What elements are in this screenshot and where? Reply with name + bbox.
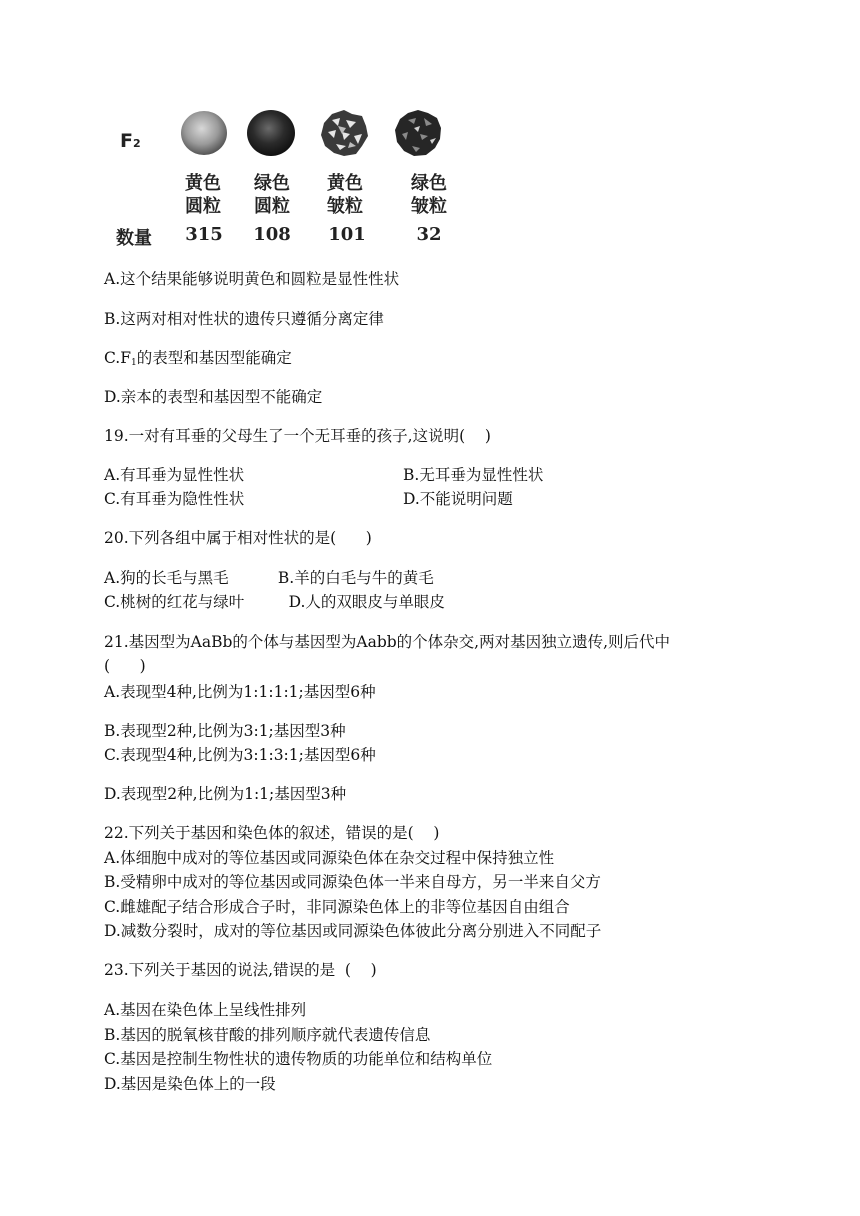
q19-stem: 19.一对有耳垂的父母生了一个无耳垂的孩子,这说明( ) — [104, 427, 491, 445]
q18-option-b: B.这两对相对性状的遗传只遵循分离定律 — [104, 310, 384, 328]
q22-option-b: B.受精卵中成对的等位基因或同源染色体一半来自母方，另一半来自父方 — [104, 873, 601, 891]
q21-option-c: C.表现型4种,比例为3:1:3:1;基因型6种 — [104, 746, 376, 764]
q23-option-c: C.基因是控制生物性状的遗传物质的功能单位和结构单位 — [104, 1050, 493, 1068]
q22-option-a: A.体细胞中成对的等位基因或同源染色体在杂交过程中保持独立性 — [104, 849, 555, 867]
q22-option-c: C.雌雄配子结合形成合子时，非同源染色体上的非等位基因自由组合 — [104, 898, 570, 916]
q18-option-a: A.这个结果能够说明黄色和圆粒是显性性状 — [104, 270, 400, 288]
trait-label-4: 绿色 皱粒 — [411, 173, 447, 217]
q22-option-d: D.减数分裂时，成对的等位基因或同源染色体彼此分离分别进入不同配子 — [104, 922, 602, 940]
q19-option-a: A.有耳垂为显性性状 — [104, 466, 245, 484]
generation-label: F2 — [120, 130, 141, 152]
q18-option-c: $C.F_1$的表型和基因型能确定 — [104, 349, 292, 368]
q21-option-a: A.表现型4种,比例为1:1:1:1;基因型6种 — [104, 683, 376, 701]
q23-option-a: A.基因在染色体上呈线性排列 — [104, 1001, 307, 1019]
wrinkled-green-seed-icon — [390, 106, 446, 160]
count-value-4: 32 — [416, 224, 442, 245]
q21-option-d: D.表现型2种,比例为1:1;基因型3种 — [104, 785, 347, 803]
count-value-2: 108 — [253, 224, 291, 245]
q18-option-d: D.亲本的表型和基因型不能确定 — [104, 388, 323, 406]
q20-options-cd: C.桃树的红花与绿叶 D.人的双眼皮与单眼皮 — [104, 593, 445, 611]
count-value-3: 101 — [328, 224, 366, 245]
f2-seed-figure — [108, 96, 468, 256]
q19-option-b: B.无耳垂为显性性状 — [403, 466, 544, 484]
q21-stem-line2: ( ) — [104, 657, 146, 675]
count-label: 数量 — [116, 228, 152, 249]
q20-options-ab: A.狗的长毛与黑毛 B.羊的白毛与牛的黄毛 — [104, 569, 434, 587]
q23-stem: 23.下列关于基因的说法,错误的是 ( ) — [104, 961, 377, 979]
q19-option-d: D.不能说明问题 — [403, 490, 513, 508]
smooth-yellow-seed-icon — [178, 108, 230, 158]
trait-label-2: 绿色 圆粒 — [254, 173, 290, 217]
q23-option-b: B.基因的脱氧核苷酸的排列顺序就代表遗传信息 — [104, 1026, 431, 1044]
wrinkled-yellow-seed-icon — [316, 106, 372, 160]
q19-option-c: C.有耳垂为隐性性状 — [104, 490, 245, 508]
q22-stem: 22.下列关于基因和染色体的叙述，错误的是( ) — [104, 824, 440, 842]
trait-label-1: 黄色 圆粒 — [185, 173, 221, 217]
smooth-green-seed-icon — [245, 108, 297, 158]
count-value-1: 315 — [185, 224, 223, 245]
q20-stem: 20.下列各组中属于相对性状的是( ) — [104, 529, 372, 547]
trait-label-3: 黄色 皱粒 — [327, 173, 363, 217]
q21-stem-line1: 21.基因型为AaBb的个体与基因型为Aabb的个体杂交,两对基因独立遗传,则后代中 — [104, 633, 671, 651]
q23-option-d: D.基因是染色体上的一段 — [104, 1075, 276, 1093]
q21-option-b: B.表现型2种,比例为3:1;基因型3种 — [104, 722, 346, 740]
